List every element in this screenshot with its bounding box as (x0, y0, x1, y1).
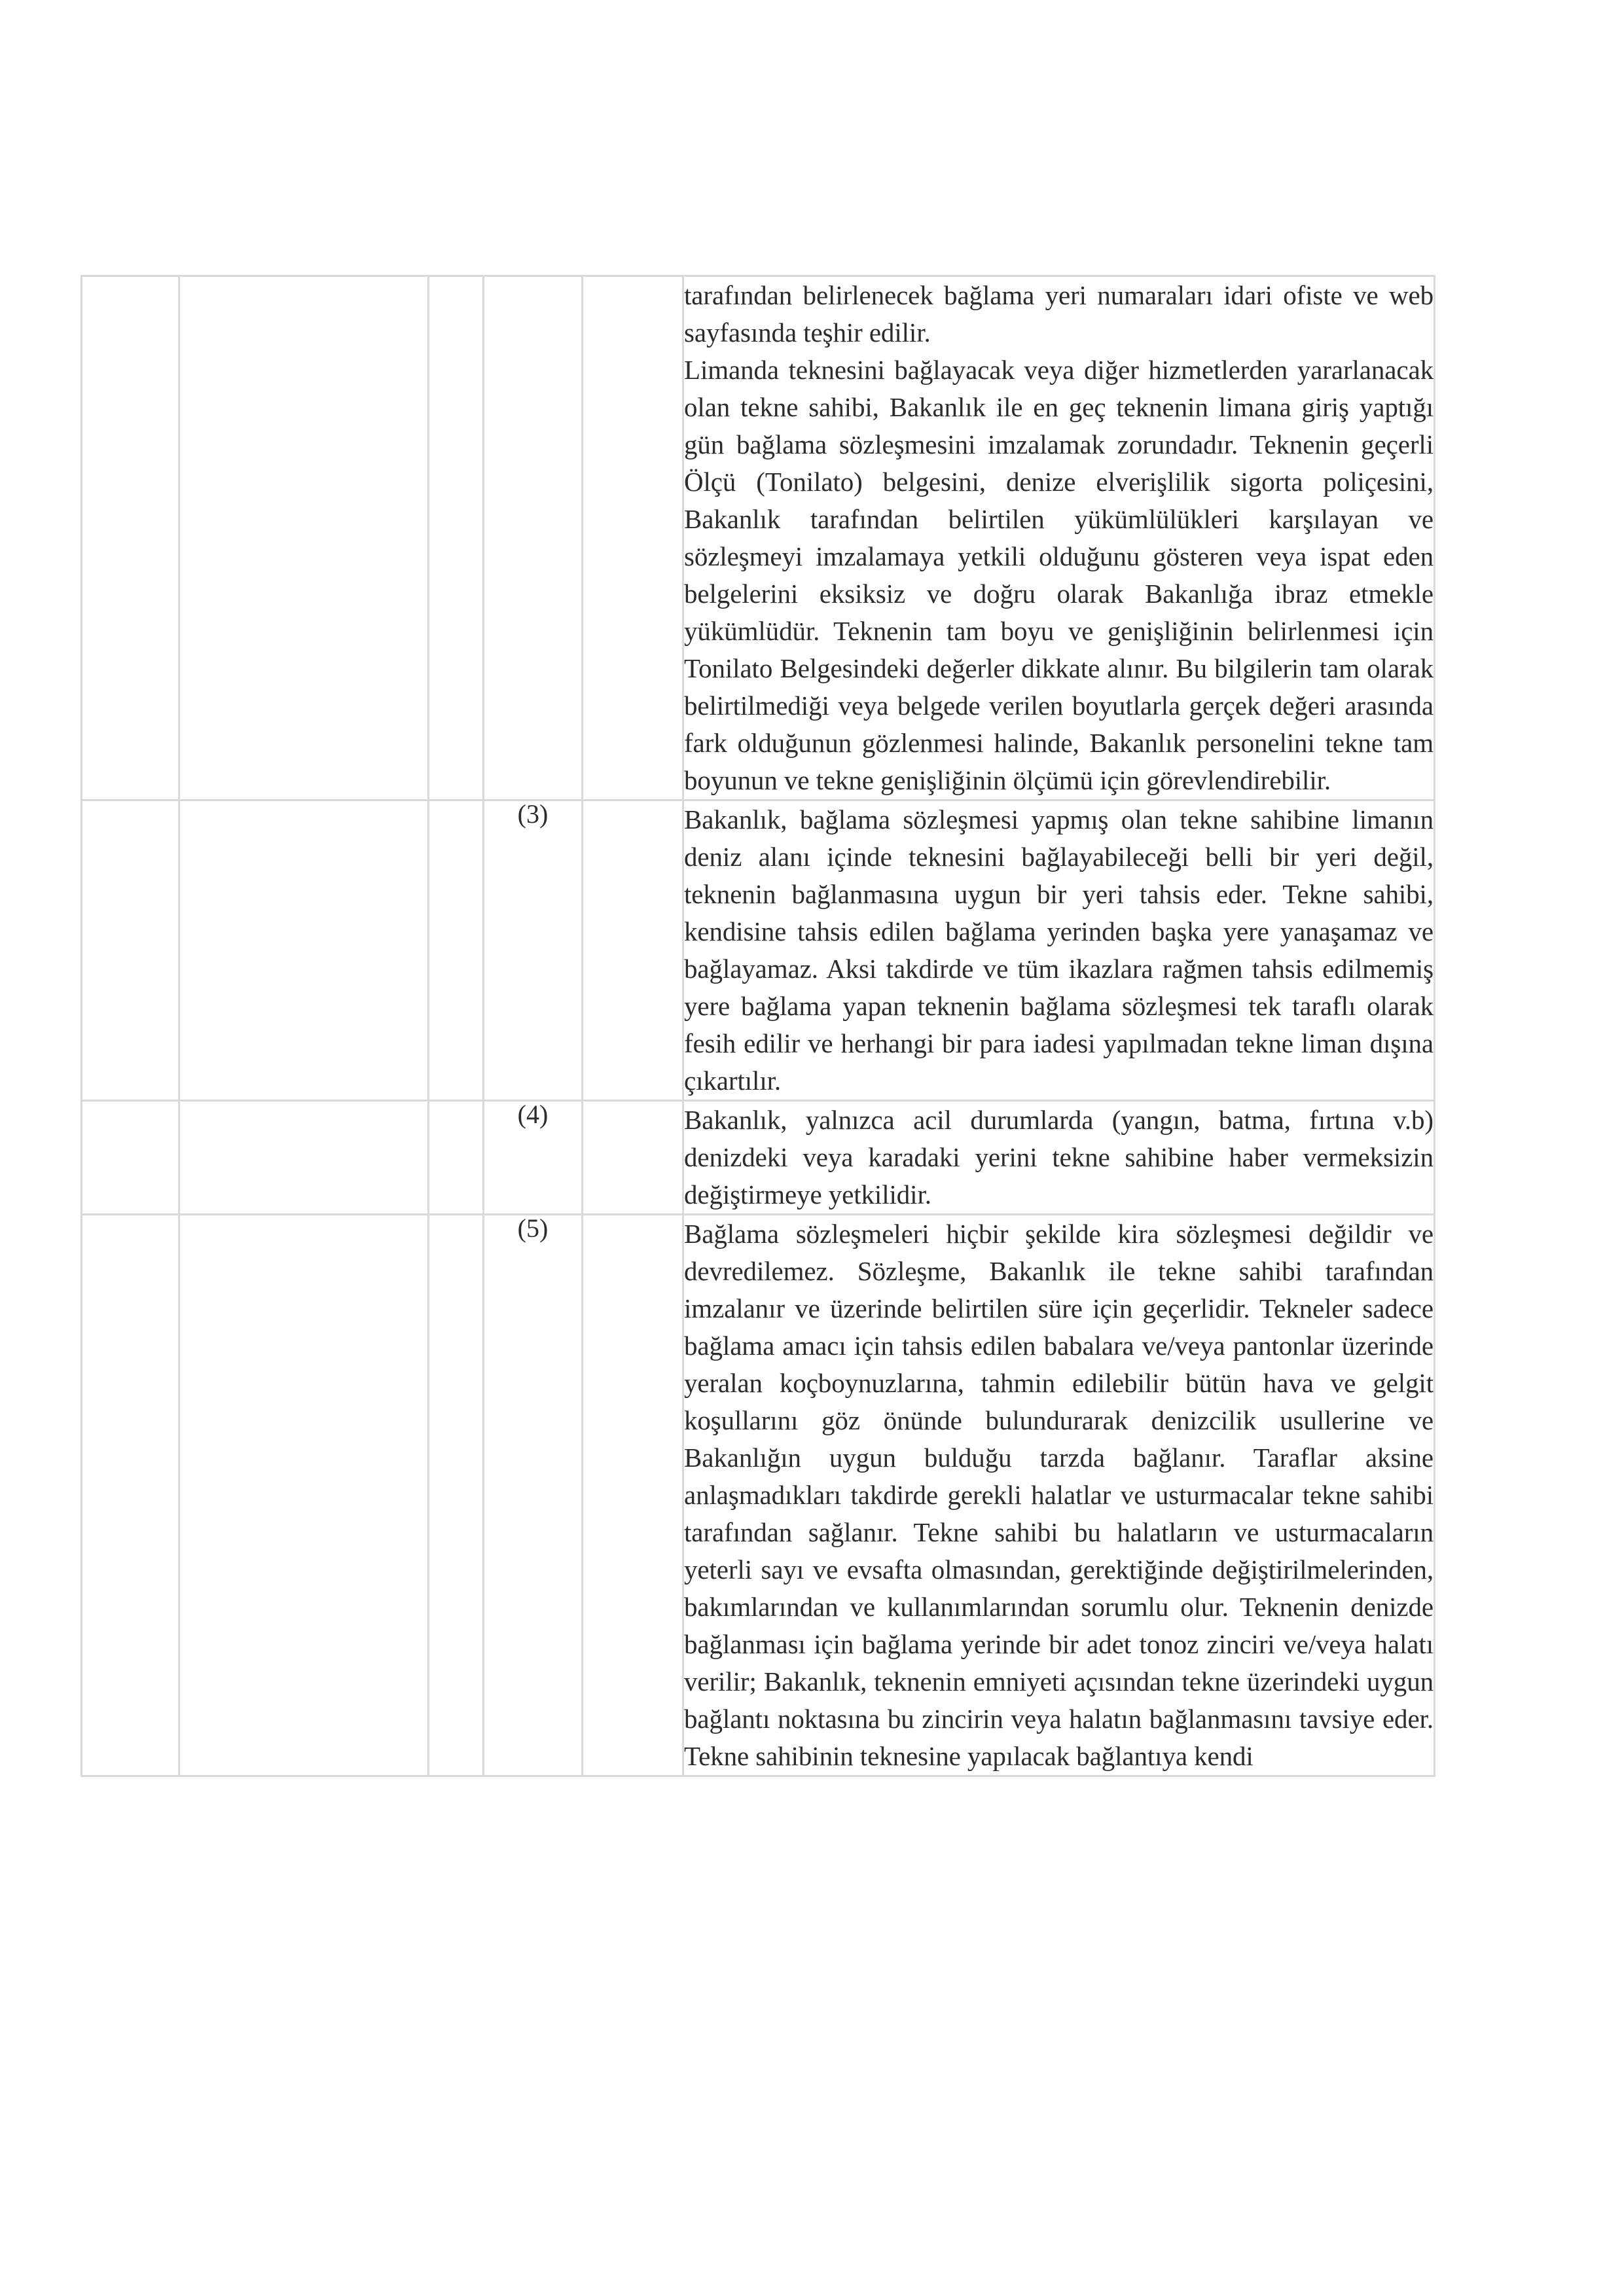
wide-empty-cell (179, 276, 429, 800)
clause-body (683, 800, 1435, 1101)
clause-number (484, 276, 583, 800)
table-row (82, 276, 1435, 800)
clause-body (683, 276, 1435, 800)
wide-empty-cell (179, 1101, 429, 1215)
table-row (82, 1101, 1435, 1215)
mid-empty-cell (583, 800, 683, 1101)
margin-cell (82, 1101, 179, 1215)
narrow-empty-cell (429, 276, 484, 800)
clause-body (683, 1215, 1435, 1776)
narrow-empty-cell (429, 1101, 484, 1215)
mid-empty-cell (583, 276, 683, 800)
margin-cell (82, 276, 179, 800)
paragraph: Bağlama sözleşmeleri hiçbir şekilde kira sözleşmesi değildir ve devredilemez. Sözleşme, Bakanlık ile tekne sahibi tarafından imzalanır ve üzerinde belirtilen süre için geçerlidir. Tekneler sadece bağlama amacı için tahsis edilen babalara ve/veya pantonlar üzerinde yeralan koçboynuzlarına, tahmin edilebilir bütün hava ve gelgit koşullarını göz önünde bulundurarak denizcilik usullerine ve Bakanlığın uygun bulduğu tarzda bağlanır. Taraflar aksine anlaşmadıkları takdirde gerekli halatlar ve usturmacalar tekne sahibi tarafından sağlanır. Tekne sahibi bu halatların ve usturmacaların yeterli sayı ve evsafta olmasından, gerektiğinde değiştirilmelerinden, bakımlarından ve kullanımlarından sorumlu olur. Teknenin denizde bağlanması için bağlama yerinde bir adet tonoz zinciri ve/veya halatı verilir; Bakanlık, teknenin emniyeti açısından tekne üzerindeki uygun bağlantı noktasına bu zincirin veya halatın bağlanmasını tavsiye eder. Tekne sahibinin teknesine yapılacak bağlantıya kendi (684, 1219, 1434, 1771)
wide-empty-cell (179, 800, 429, 1101)
narrow-empty-cell (429, 1215, 484, 1776)
paragraph: Bakanlık, yalnızca acil durumlarda (yangın, batma, fırtına v.b) denizdeki veya karadaki yerini tekne sahibine haber vermeksizin değiştirmeye yetkilidir. (684, 1105, 1434, 1210)
clause-body (683, 1101, 1435, 1215)
margin-cell (82, 800, 179, 1101)
paragraph: tarafından belirlenecek bağlama yeri numaraları idari ofiste ve web sayfasında teşhir edilir. (684, 280, 1434, 348)
table-row (82, 1215, 1435, 1776)
wide-empty-cell (179, 1215, 429, 1776)
regulation-table (81, 275, 1435, 1777)
clause-number: (5) (484, 1215, 583, 1776)
narrow-empty-cell (429, 800, 484, 1101)
paragraph: Bakanlık, bağlama sözleşmesi yapmış olan tekne sahibine limanın deniz alanı içinde teknesini bağlayabileceği belli bir yeri değil, teknenin bağlanmasına uygun bir yeri tahsis eder. Tekne sahibi, kendisine tahsis edilen bağlama yerinden başka yere yanaşamaz ve bağlayamaz. Aksi takdirde ve tüm ikazlara rağmen tahsis edilmemiş yere bağlama yapan teknenin bağlama sözleşmesi tek taraflı olarak fesih edilir ve herhangi bir para iadesi yapılmadan tekne liman dışına çıkartılır. (684, 804, 1434, 1096)
table-row (82, 800, 1435, 1101)
mid-empty-cell (583, 1101, 683, 1215)
clause-number: (4) (484, 1101, 583, 1215)
margin-cell (82, 1215, 179, 1776)
clause-number: (3) (484, 800, 583, 1101)
paragraph: Limanda teknesini bağlayacak veya diğer hizmetlerden yararlanacak olan tekne sahibi, Bakanlık ile en geç teknenin limana giriş yaptığı gün bağlama sözleşmesini imzalamak zorundadır. Teknenin geçerli Ölçü (Tonilato) belgesini, denize elverişlilik sigorta poliçesini, Bakanlık tarafından belirtilen yükümlülükleri karşılayan ve sözleşmeyi imzalamaya yetkili olduğunu gösteren veya ispat eden belgelerini eksiksiz ve doğru olarak Bakanlığa ibraz etmekle yükümlüdür. Teknenin tam boyu ve genişliğinin belirlenmesi için Tonilato Belgesindeki değerler dikkate alınır. Bu bilgilerin tam olarak belirtilmediği veya belgede verilen boyutlarla gerçek değeri arasında fark olduğunun gözlenmesi halinde, Bakanlık personelini tekne tam boyunun ve tekne genişliğinin ölçümü için görevlendirebilir. (684, 355, 1434, 795)
mid-empty-cell (583, 1215, 683, 1776)
